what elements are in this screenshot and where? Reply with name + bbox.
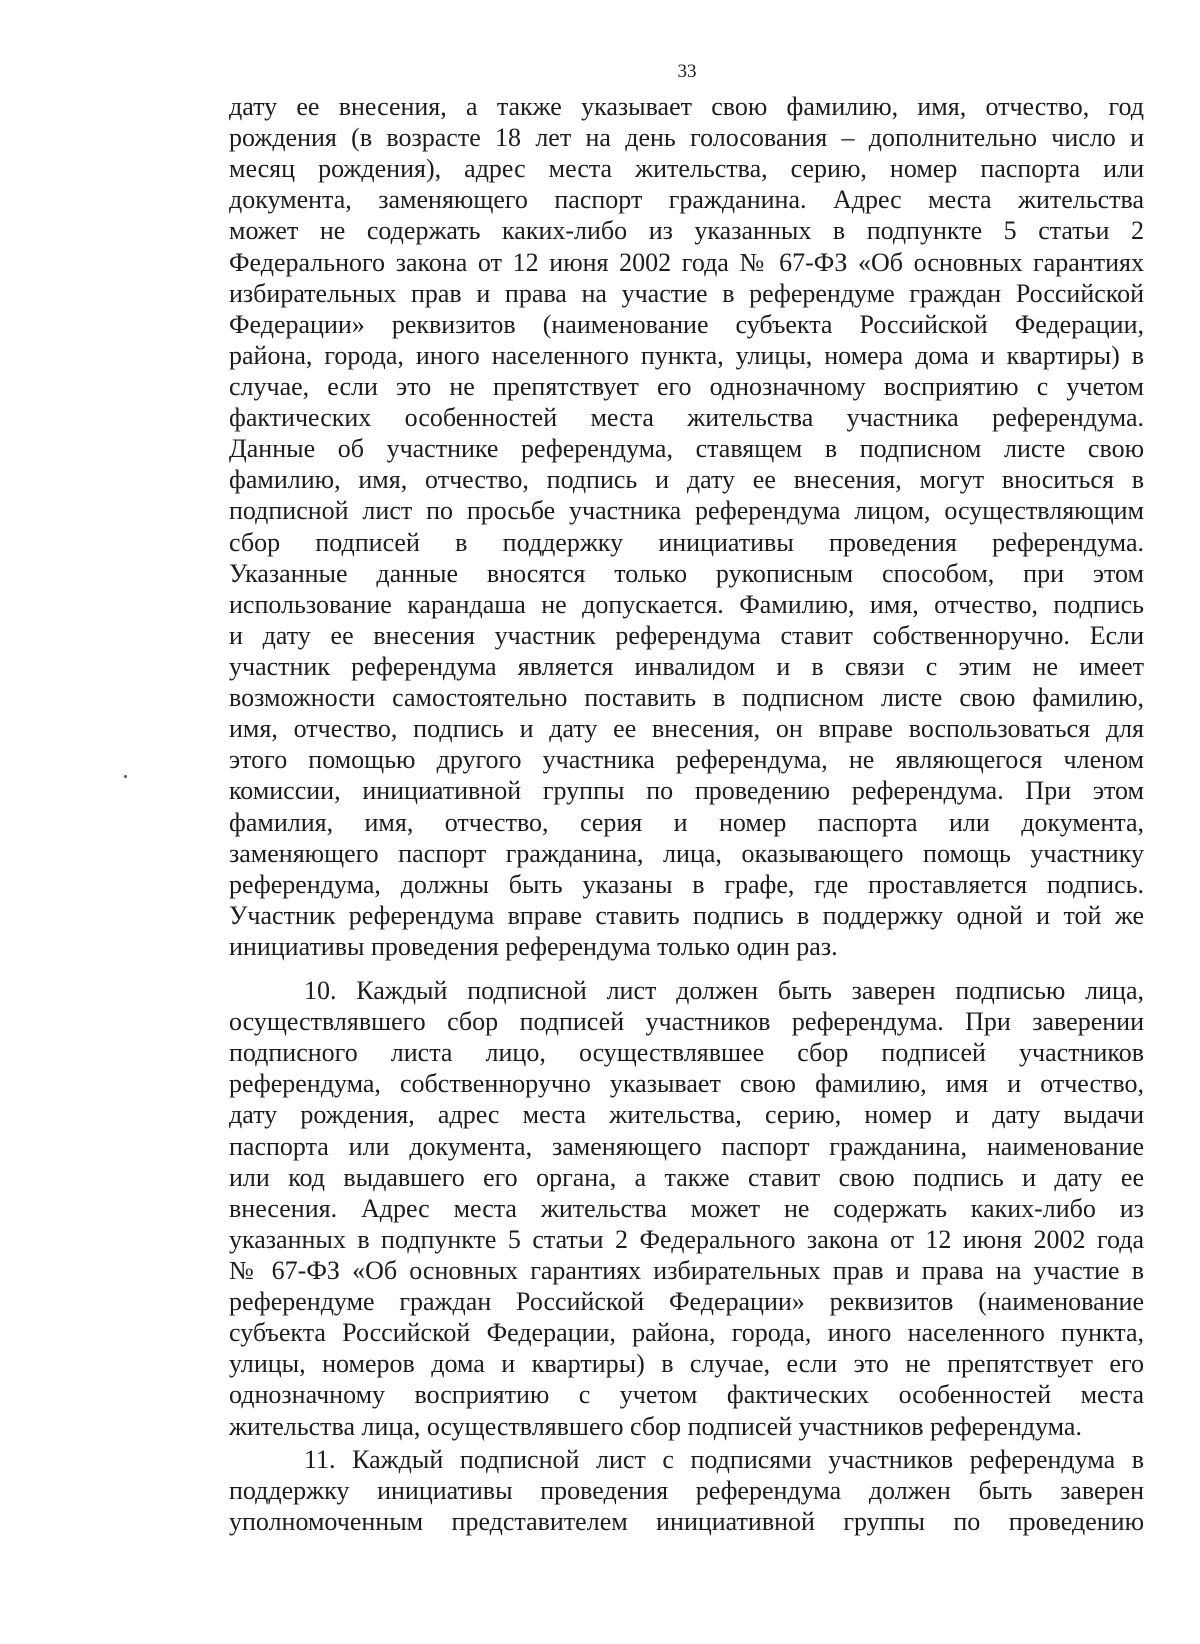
text-line: месяц рождения), адрес места жительства, серию, номер паспорта или: [229, 154, 1144, 184]
text-line: инициативы проведения референдума только один раз.: [229, 931, 838, 961]
text-line: района, города, иного населенного пункта, улицы, номера дома и квартиры) в: [229, 340, 1144, 370]
text-line: референдума, собственноручно указывает свою фамилию, имя и отчество,: [229, 1069, 1144, 1099]
text-line: фамилия, имя, отчество, серия и номер паспорта или документа,: [229, 807, 1144, 837]
page-number: 33: [677, 61, 697, 82]
text-line: может не содержать каких-либо из указанных в подпункте 5 статьи 2: [229, 216, 1144, 246]
text-line: Федерации» реквизитов (наименование субъекта Российской Федерации,: [229, 309, 1144, 339]
text-line: осуществлявшего сбор подписей участников референдума. При заверении: [229, 1007, 1144, 1037]
text-line: паспорта или документа, заменяющего паспорт гражданина, наименование: [229, 1131, 1144, 1161]
text-line: документа, заменяющего паспорт гражданина. Адрес места жительства: [229, 185, 1144, 215]
text-line: референдуме граждан Российской Федерации» реквизитов (наименование: [229, 1287, 1144, 1317]
text-line: 10. Каждый подписной лист должен быть заверен подписью лица,: [304, 976, 1144, 1005]
text-line: Участник референдума вправе ставить подпись в поддержку одной и той же: [229, 900, 1144, 930]
text-line: сбор подписей в поддержку инициативы проведения референдума.: [229, 527, 1144, 557]
text-line: этого помощью другого участника референдума, не являющегося членом: [229, 745, 1144, 775]
text-line: жительства лица, осуществлявшего сбор подписей участников референдума.: [229, 1411, 1082, 1441]
text-line: подписного листа лицо, осуществлявшее сбор подписей участников: [229, 1038, 1144, 1068]
text-line: улицы, номеров дома и квартиры) в случае, если это не препятствует его: [229, 1349, 1144, 1379]
text-line: фамилию, имя, отчество, подпись и дату ее внесения, могут вноситься в: [229, 465, 1144, 495]
text-line: фактических особенностей места жительства участника референдума.: [229, 403, 1144, 433]
text-line: референдума, должны быть указаны в графе, где проставляется подпись.: [229, 869, 1144, 899]
text-line: заменяющего паспорт гражданина, лица, оказывающего помощь участнику: [229, 838, 1144, 868]
text-line: или код выдавшего его органа, а также ставит свою подпись и дату ее: [229, 1162, 1144, 1192]
text-line: участник референдума является инвалидом и в связи с этим не имеет: [229, 651, 1144, 681]
scan-speck: [124, 775, 127, 778]
text-line: дату ее внесения, а также указывает свою фамилию, имя, отчество, год: [229, 92, 1144, 121]
text-line: и дату ее внесения участник референдума ставит собственноручно. Если: [229, 620, 1144, 650]
paragraph-11: [229, 1444, 1144, 1537]
text-line: субъекта Российской Федерации, района, города, иного населенного пункта,: [229, 1318, 1144, 1348]
text-line: имя, отчество, подпись и дату ее внесения, он вправе воспользоваться для: [229, 714, 1144, 744]
text-line: Указанные данные вносятся только рукописным способом, при этом: [229, 558, 1144, 588]
text-line: 11. Каждый подписной лист с подписями участников референдума в: [304, 1445, 1144, 1474]
text-line: подписной лист по просьбе участника референдума лицом, осуществляющим: [229, 496, 1144, 526]
text-line: указанных в подпункте 5 статьи 2 Федерального закона от 12 июня 2002 года: [229, 1224, 1144, 1254]
text-line: уполномоченным представителем инициативной группы по проведению: [229, 1507, 1144, 1537]
text-line: Данные об участнике референдума, ставящем в подписном листе свою: [229, 434, 1144, 464]
text-line: поддержку инициативы проведения референдума должен быть заверен: [229, 1476, 1144, 1506]
text-line: внесения. Адрес места жительства может не содержать каких-либо из: [229, 1193, 1144, 1223]
text-line: использование карандаша не допускается. Фамилию, имя, отчество, подпись: [229, 589, 1144, 619]
text-line: Федерального закона от 12 июня 2002 года № 67-ФЗ «Об основных гарантиях: [229, 247, 1144, 277]
paragraph-continuation: [229, 91, 1144, 962]
text-line: избирательных прав и права на участие в референдуме граждан Российской: [229, 278, 1144, 308]
text-line: рождения (в возрасте 18 лет на день голосования – дополнительно число и: [229, 123, 1144, 153]
text-line: комиссии, инициативной группы по проведению референдума. При этом: [229, 776, 1144, 806]
text-line: возможности самостоятельно поставить в подписном листе свою фамилию,: [229, 683, 1144, 713]
paragraph-10: [229, 975, 1144, 1442]
text-line: однозначному восприятию с учетом фактических особенностей места: [229, 1380, 1144, 1410]
text-line: № 67-ФЗ «Об основных гарантиях избирательных прав и права на участие в: [229, 1255, 1144, 1285]
text-line: дату рождения, адрес места жительства, серию, номер и дату выдачи: [229, 1100, 1144, 1130]
text-line: случае, если это не препятствует его однозначному восприятию с учетом: [229, 371, 1144, 401]
